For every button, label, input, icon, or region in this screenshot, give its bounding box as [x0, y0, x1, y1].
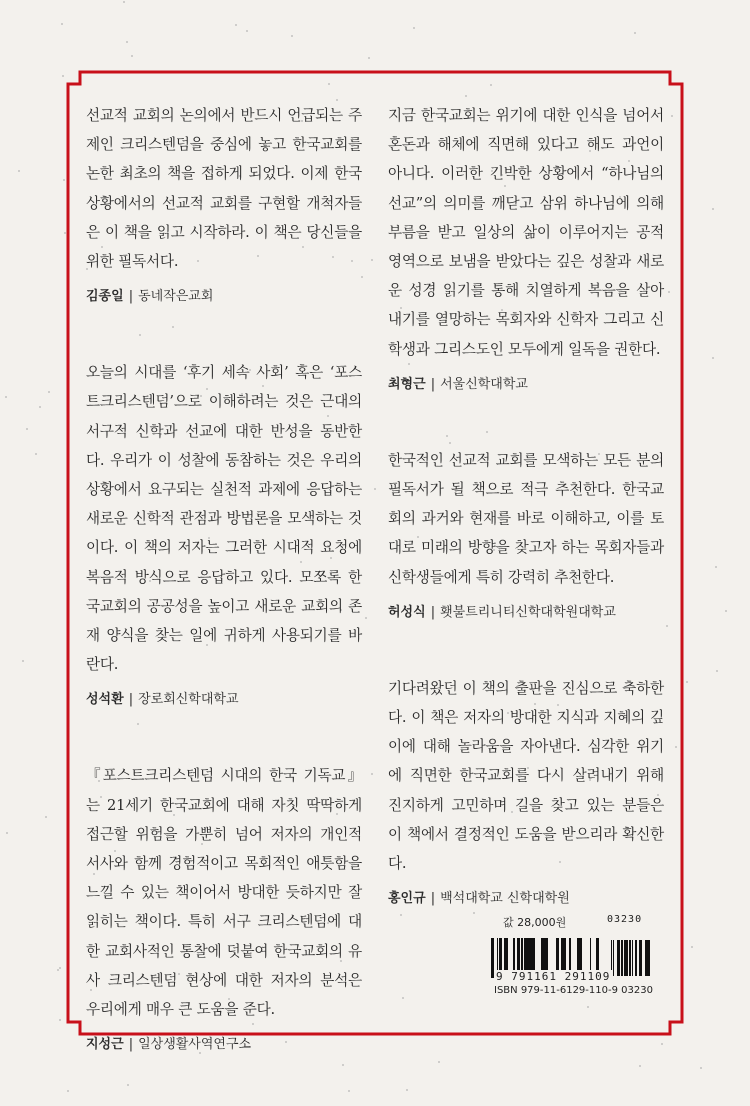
barcode-addon-bar — [627, 940, 628, 976]
endorsement-text: 선교적 교회의 논의에서 반드시 언급되는 주제인 크리스텐덤을 중심에 놓고 한국교회를 논한 최초의 책을 접하게 되었다. 이제 한국 상황에서의 선교적 교회를 구현할 개척자들은 이 책을 읽고 시작하라. 이 책은 당신들을 위한 필독서다. — [86, 107, 362, 271]
endorsement — [86, 101, 362, 306]
barcode-addon-bar — [641, 940, 642, 976]
endorser-name: 지성근 — [86, 1037, 124, 1053]
price-label: 값 28,000원 — [503, 916, 567, 929]
endorsement-text: 기다려왔던 이 책의 출판을 진심으로 축하한다. 이 책은 저자의 방대한 지식과 지혜의 깊이에 대해 놀라움을 자아낸다. 심각한 위기에 직면한 한국교회를 다시 살려내기 위해 진지하게 고민하며 길을 찾고 있는 분들은 이 책에서 결정적인 도움을 받으리라 확신한다. — [388, 679, 664, 873]
separator: | — [128, 289, 134, 305]
endorser — [388, 890, 664, 908]
isbn-text: ISBN 979-11-6129-110-9 03230 — [494, 985, 653, 996]
barcode-addon-bar — [647, 940, 648, 976]
endorser-affiliation: 횃불트리니티신학대학원대학교 — [440, 604, 616, 620]
endorser-name: 허성식 — [388, 604, 426, 620]
endorser — [86, 691, 362, 709]
endorsement — [388, 674, 664, 908]
separator: | — [128, 692, 134, 708]
endorser-name: 홍인규 — [388, 891, 426, 907]
barcode-addon-bar — [636, 940, 637, 976]
ean-digits: 9 791161 291109 — [496, 970, 611, 983]
barcode-addon-bar — [635, 940, 636, 976]
barcode-addon-bar — [630, 940, 631, 976]
endorser-name: 성석환 — [86, 692, 124, 708]
separator: | — [430, 604, 436, 620]
barcode-addon-bar — [632, 940, 633, 976]
barcode-bar — [491, 938, 493, 978]
addon-digits: 03230 — [607, 914, 643, 925]
endorsement — [388, 446, 664, 622]
endorser-affiliation: 서울신학대학교 — [440, 376, 528, 392]
separator: | — [128, 1037, 134, 1053]
endorser-name: 최형근 — [388, 376, 426, 392]
right-column — [388, 101, 664, 960]
left-column — [86, 101, 362, 1106]
endorser-affiliation: 백석대학교 신학대학원 — [440, 891, 570, 907]
barcode-addon-bar — [624, 940, 626, 976]
barcode-addon-bar — [629, 940, 630, 976]
endorser — [388, 604, 664, 622]
endorsement — [388, 101, 664, 394]
endorsement — [86, 358, 362, 709]
barcode-addon-bar — [617, 940, 618, 976]
endorser-affiliation: 장로회신학대학교 — [138, 692, 239, 708]
endorser-affiliation: 일상생활사역연구소 — [138, 1037, 252, 1053]
endorser-name: 김종일 — [86, 289, 124, 305]
barcode-addon-bar — [648, 940, 650, 976]
endorsement — [86, 761, 362, 1054]
endorser — [86, 288, 362, 306]
barcode-addon-bar — [613, 940, 614, 976]
separator: | — [430, 891, 436, 907]
endorsement-text: 오늘의 시대를 ‘후기 세속 사회’ 혹은 ‘포스트크리스텐덤’으로 이해하려는 것은 근대의 서구적 신학과 선교에 대한 반성을 동반한다. 우리가 이 성찰에 동참하는 것은 우리의 상황에서 요구되는 실천적 과제에 응답하는 새로운 신학적 관점과 방법론을 모색하는 것이다. 이 책의 저자는 그러한 시대적 요청에 복음적 방식으로 응답하고 있다. 모쪼록 한국교회의 공공성을 높이고 새로운 교회의 존재 양식을 찾는 일에 귀하게 사용되기를 바란다. — [86, 364, 362, 674]
endorser — [388, 376, 664, 394]
endorsement-text: 지금 한국교회는 위기에 대한 인식을 넘어서 혼돈과 해체에 직면해 있다고 해도 과언이 아니다. 이러한 긴박한 상황에서 “하나님의 선교”의 의미를 깨닫고 삼위 하나님에 의해 부름을 받고 일상의 삶이 이루어지는 공적 영역으로 보냄을 받았다는 깊은 성찰과 새로운 성경 읽기를 통해 치열하게 복음을 살아내기를 열망하는 목회자와 신학자 그리고 신학생과 그리스도인 모두에게 일독을 권한다. — [388, 107, 664, 358]
barcode-addon-bar — [645, 940, 646, 976]
barcode-addon-bar — [626, 940, 627, 976]
endorser-affiliation: 동네작은교회 — [138, 289, 214, 305]
barcode-addon-bar — [618, 940, 620, 976]
endorsement-text: 『포스트크리스텐덤 시대의 한국 기독교』는 21세기 한국교회에 대해 자칫 딱딱하게 접근할 위험을 가뿐히 넘어 저자의 개인적 서사와 함께 경험적이고 목회적인 애틋함을 느낄 수 있는 책이어서 방대한 듯하지만 잘 읽히는 책이다. 특히 서구 크리스텐덤에 대한 교회사적인 통찰에 덧붙여 한국교회의 유사 크리스텐덤 현상에 대한 저자의 분석은 우리에게 매우 큰 도움을 준다. — [86, 767, 362, 1019]
endorsement-text: 한국적인 선교적 교회를 모색하는 모든 분의 필독서가 될 책으로 적극 추천한다. 한국교회의 과거와 현재를 바로 이해하고, 이를 토대로 미래의 방향을 찾고자 하는 목회자들과 신학생들에게 특히 강력히 추천한다. — [388, 451, 664, 586]
barcode-addon-bar — [621, 940, 623, 976]
barcode-addon-bar — [639, 940, 641, 976]
endorser — [86, 1036, 362, 1054]
separator: | — [430, 376, 436, 392]
barcode-addon-bar — [646, 940, 647, 976]
